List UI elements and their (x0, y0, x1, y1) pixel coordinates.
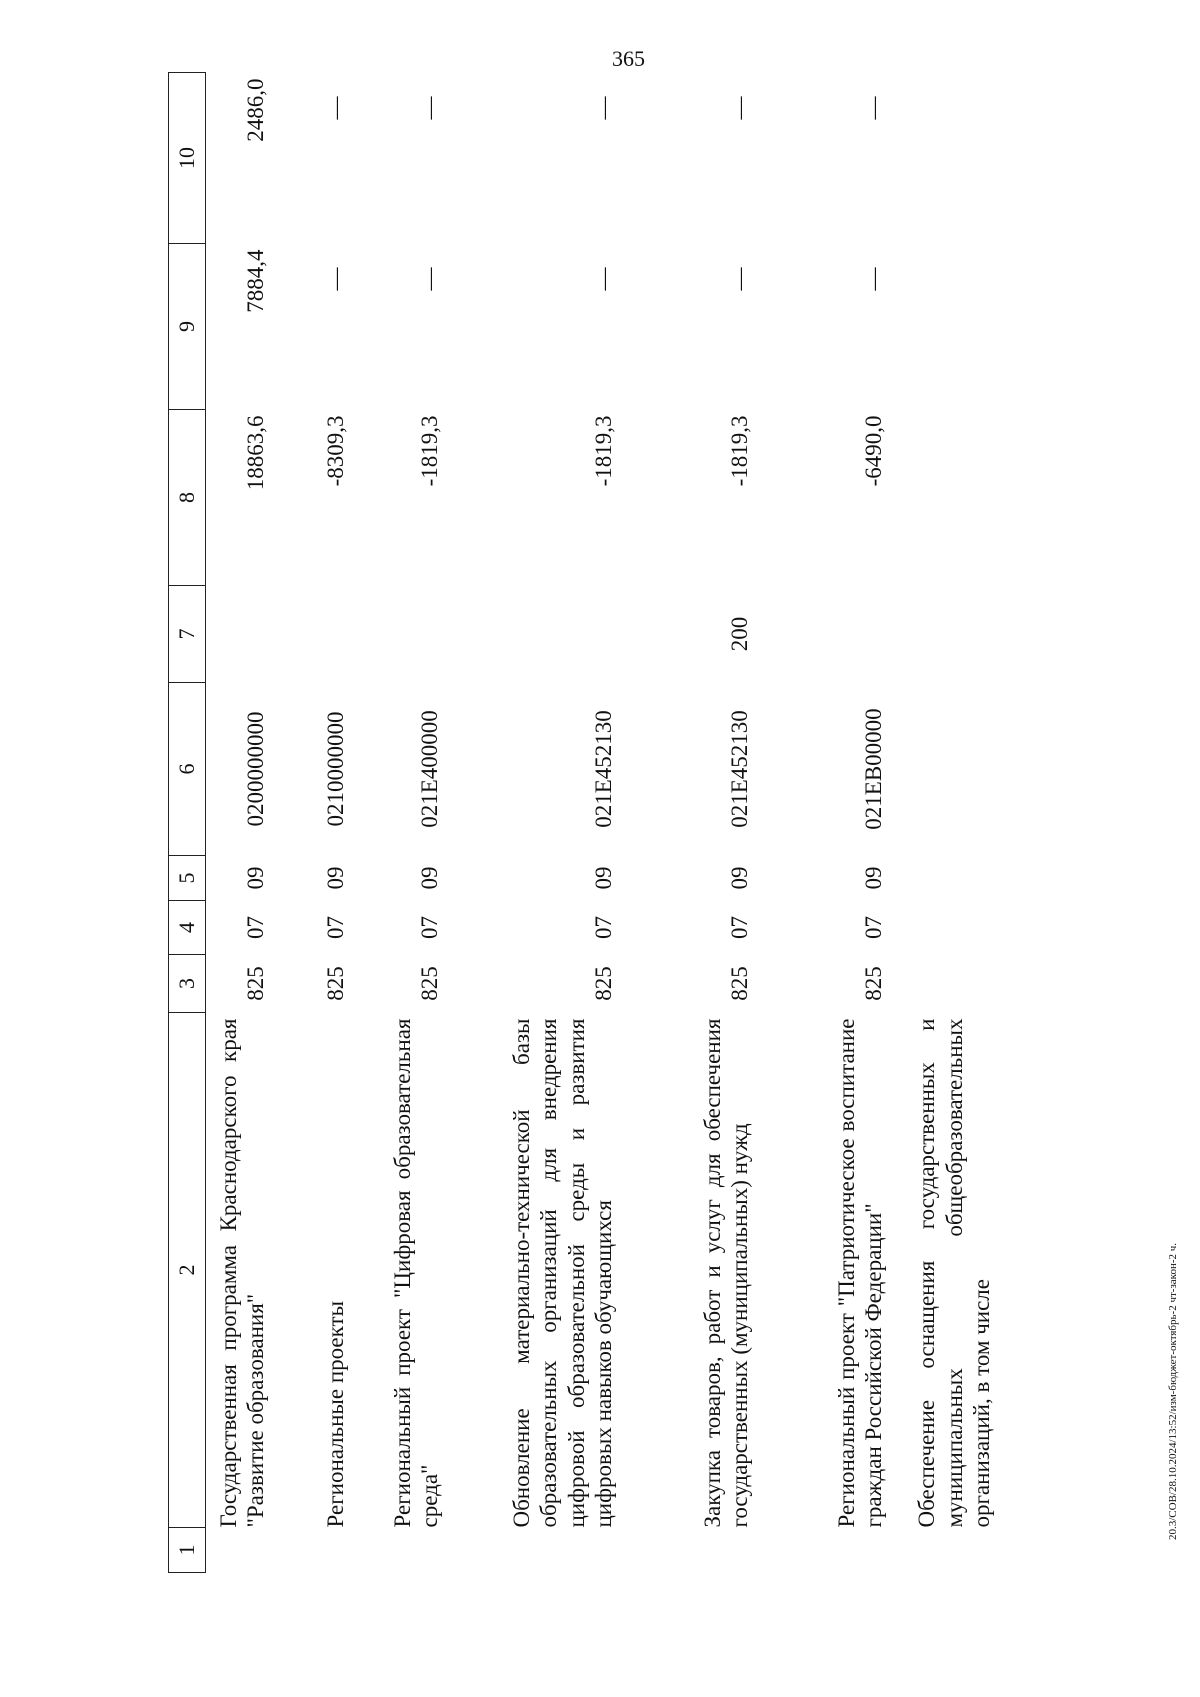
row-subsection: 09 (323, 866, 349, 890)
row-value-10: — (861, 96, 887, 120)
row-value-9: 7884,4 (243, 249, 269, 313)
row-value-10: — (323, 96, 349, 120)
row-value-8: -6490,0 (861, 415, 887, 487)
row-admin-code: 825 (861, 966, 887, 1001)
row-value-10 (896, 73, 996, 244)
row-subsection: 09 (417, 866, 443, 890)
table-row (206, 73, 279, 1573)
row-spacer (626, 1528, 762, 1573)
row-expense-type (278, 586, 358, 683)
row-expense-type (896, 586, 996, 683)
row-admin-code: 825 (243, 966, 269, 1001)
row-name: Государственная программа Краснодарского края "Развитие образования" (215, 1018, 269, 1528)
row-value-10: — (591, 96, 617, 120)
row-subsection: 09 (243, 866, 269, 890)
budget-table (168, 72, 996, 1573)
row-value-9: — (591, 267, 617, 291)
row-value-9: — (323, 267, 349, 291)
row-expense-type (206, 586, 279, 683)
header-col-3: 3 (169, 955, 206, 1013)
row-subsection: 09 (727, 866, 753, 890)
row-expense-type (452, 586, 626, 683)
row-spacer (762, 1528, 896, 1573)
row-target-code: 021Е400000 (417, 710, 443, 828)
table-row (896, 73, 996, 1573)
row-admin-code: 825 (591, 966, 617, 1001)
row-value-8: -1819,3 (417, 415, 443, 487)
row-name: Региональные проекты (323, 1300, 349, 1528)
row-value-8: 18863,6 (243, 415, 269, 491)
row-target-code (896, 683, 996, 856)
row-value-10: — (727, 96, 753, 120)
row-admin-code: 825 (727, 966, 753, 1001)
header-col-2: 2 (169, 1013, 206, 1528)
row-target-code: 021Е452130 (591, 710, 617, 828)
row-section (896, 901, 996, 955)
row-spacer (452, 1528, 626, 1573)
row-section: 07 (243, 916, 269, 939)
row-value-8: -1819,3 (591, 415, 617, 487)
header-col-9: 9 (169, 244, 206, 410)
row-name: Обеспечение оснащения государственных и муниципальных общеобразовательных организаций, в том числе (914, 1018, 995, 1528)
row-admin-code: 825 (417, 966, 443, 1001)
header-col-8: 8 (169, 410, 206, 586)
document-stamp: 20.3/СОВ/28.10.2024/13:52/изм-бюджет-октябрь-2 чт-закон-2 ч. (1167, 1242, 1179, 1540)
row-expense-type (762, 586, 896, 683)
header-col-5: 5 (169, 856, 206, 901)
row-target-code: 0210000000 (323, 711, 349, 827)
header-col-7: 7 (169, 586, 206, 683)
row-expense-type (358, 586, 452, 683)
row-target-code: 021Е452130 (727, 710, 753, 828)
row-value-9: — (417, 267, 443, 291)
row-spacer (896, 1528, 996, 1573)
table-row (626, 73, 762, 1573)
row-value-10: 2486,0 (243, 78, 269, 142)
page-number: 365 (612, 46, 645, 71)
row-name: Региональный проект "Патриотическое воспитание граждан Российской Федерации" (833, 1018, 887, 1528)
row-admin-code (896, 955, 996, 1013)
row-subsection (896, 856, 996, 901)
row-expense-type: 200 (727, 616, 753, 652)
row-section: 07 (861, 916, 887, 939)
header-col-4: 4 (169, 901, 206, 955)
row-spacer (278, 1528, 358, 1573)
row-section: 07 (727, 916, 753, 939)
row-section: 07 (323, 916, 349, 939)
row-value-8: -1819,3 (727, 415, 753, 487)
rotated-table-area (168, 53, 1200, 1573)
row-value-8 (896, 410, 996, 586)
row-section: 07 (417, 916, 443, 939)
row-value-8: -8309,3 (323, 415, 349, 487)
row-admin-code: 825 (323, 966, 349, 1001)
row-value-9: — (727, 267, 753, 291)
header-col-6: 6 (169, 683, 206, 856)
table-row (762, 73, 896, 1573)
row-target-code: 0200000000 (243, 711, 269, 827)
row-spacer (206, 1528, 279, 1573)
row-spacer (358, 1528, 452, 1573)
row-subsection: 09 (861, 866, 887, 890)
row-section: 07 (591, 916, 617, 939)
row-subsection: 09 (591, 866, 617, 890)
table-row (358, 73, 452, 1573)
row-target-code: 021ЕВ00000 (861, 708, 887, 830)
header-row (169, 73, 206, 1573)
row-name: Региональный проект "Цифровая образовательная среда" (389, 1018, 443, 1528)
row-value-9: — (861, 267, 887, 291)
row-value-10: — (417, 96, 443, 120)
header-col-1: 1 (169, 1528, 206, 1573)
table-row (452, 73, 626, 1573)
row-value-9 (896, 244, 996, 410)
header-col-10: 10 (169, 73, 206, 244)
row-name: Закупка товаров, работ и услуг для обеспечения государственных (муниципальных) нужд (699, 1018, 753, 1528)
table-row (278, 73, 358, 1573)
row-name: Обновление материально-технической базы образовательных организаций для внедрения цифровой образовательной среды и развития цифровых навыков обучающихся (508, 1018, 617, 1528)
